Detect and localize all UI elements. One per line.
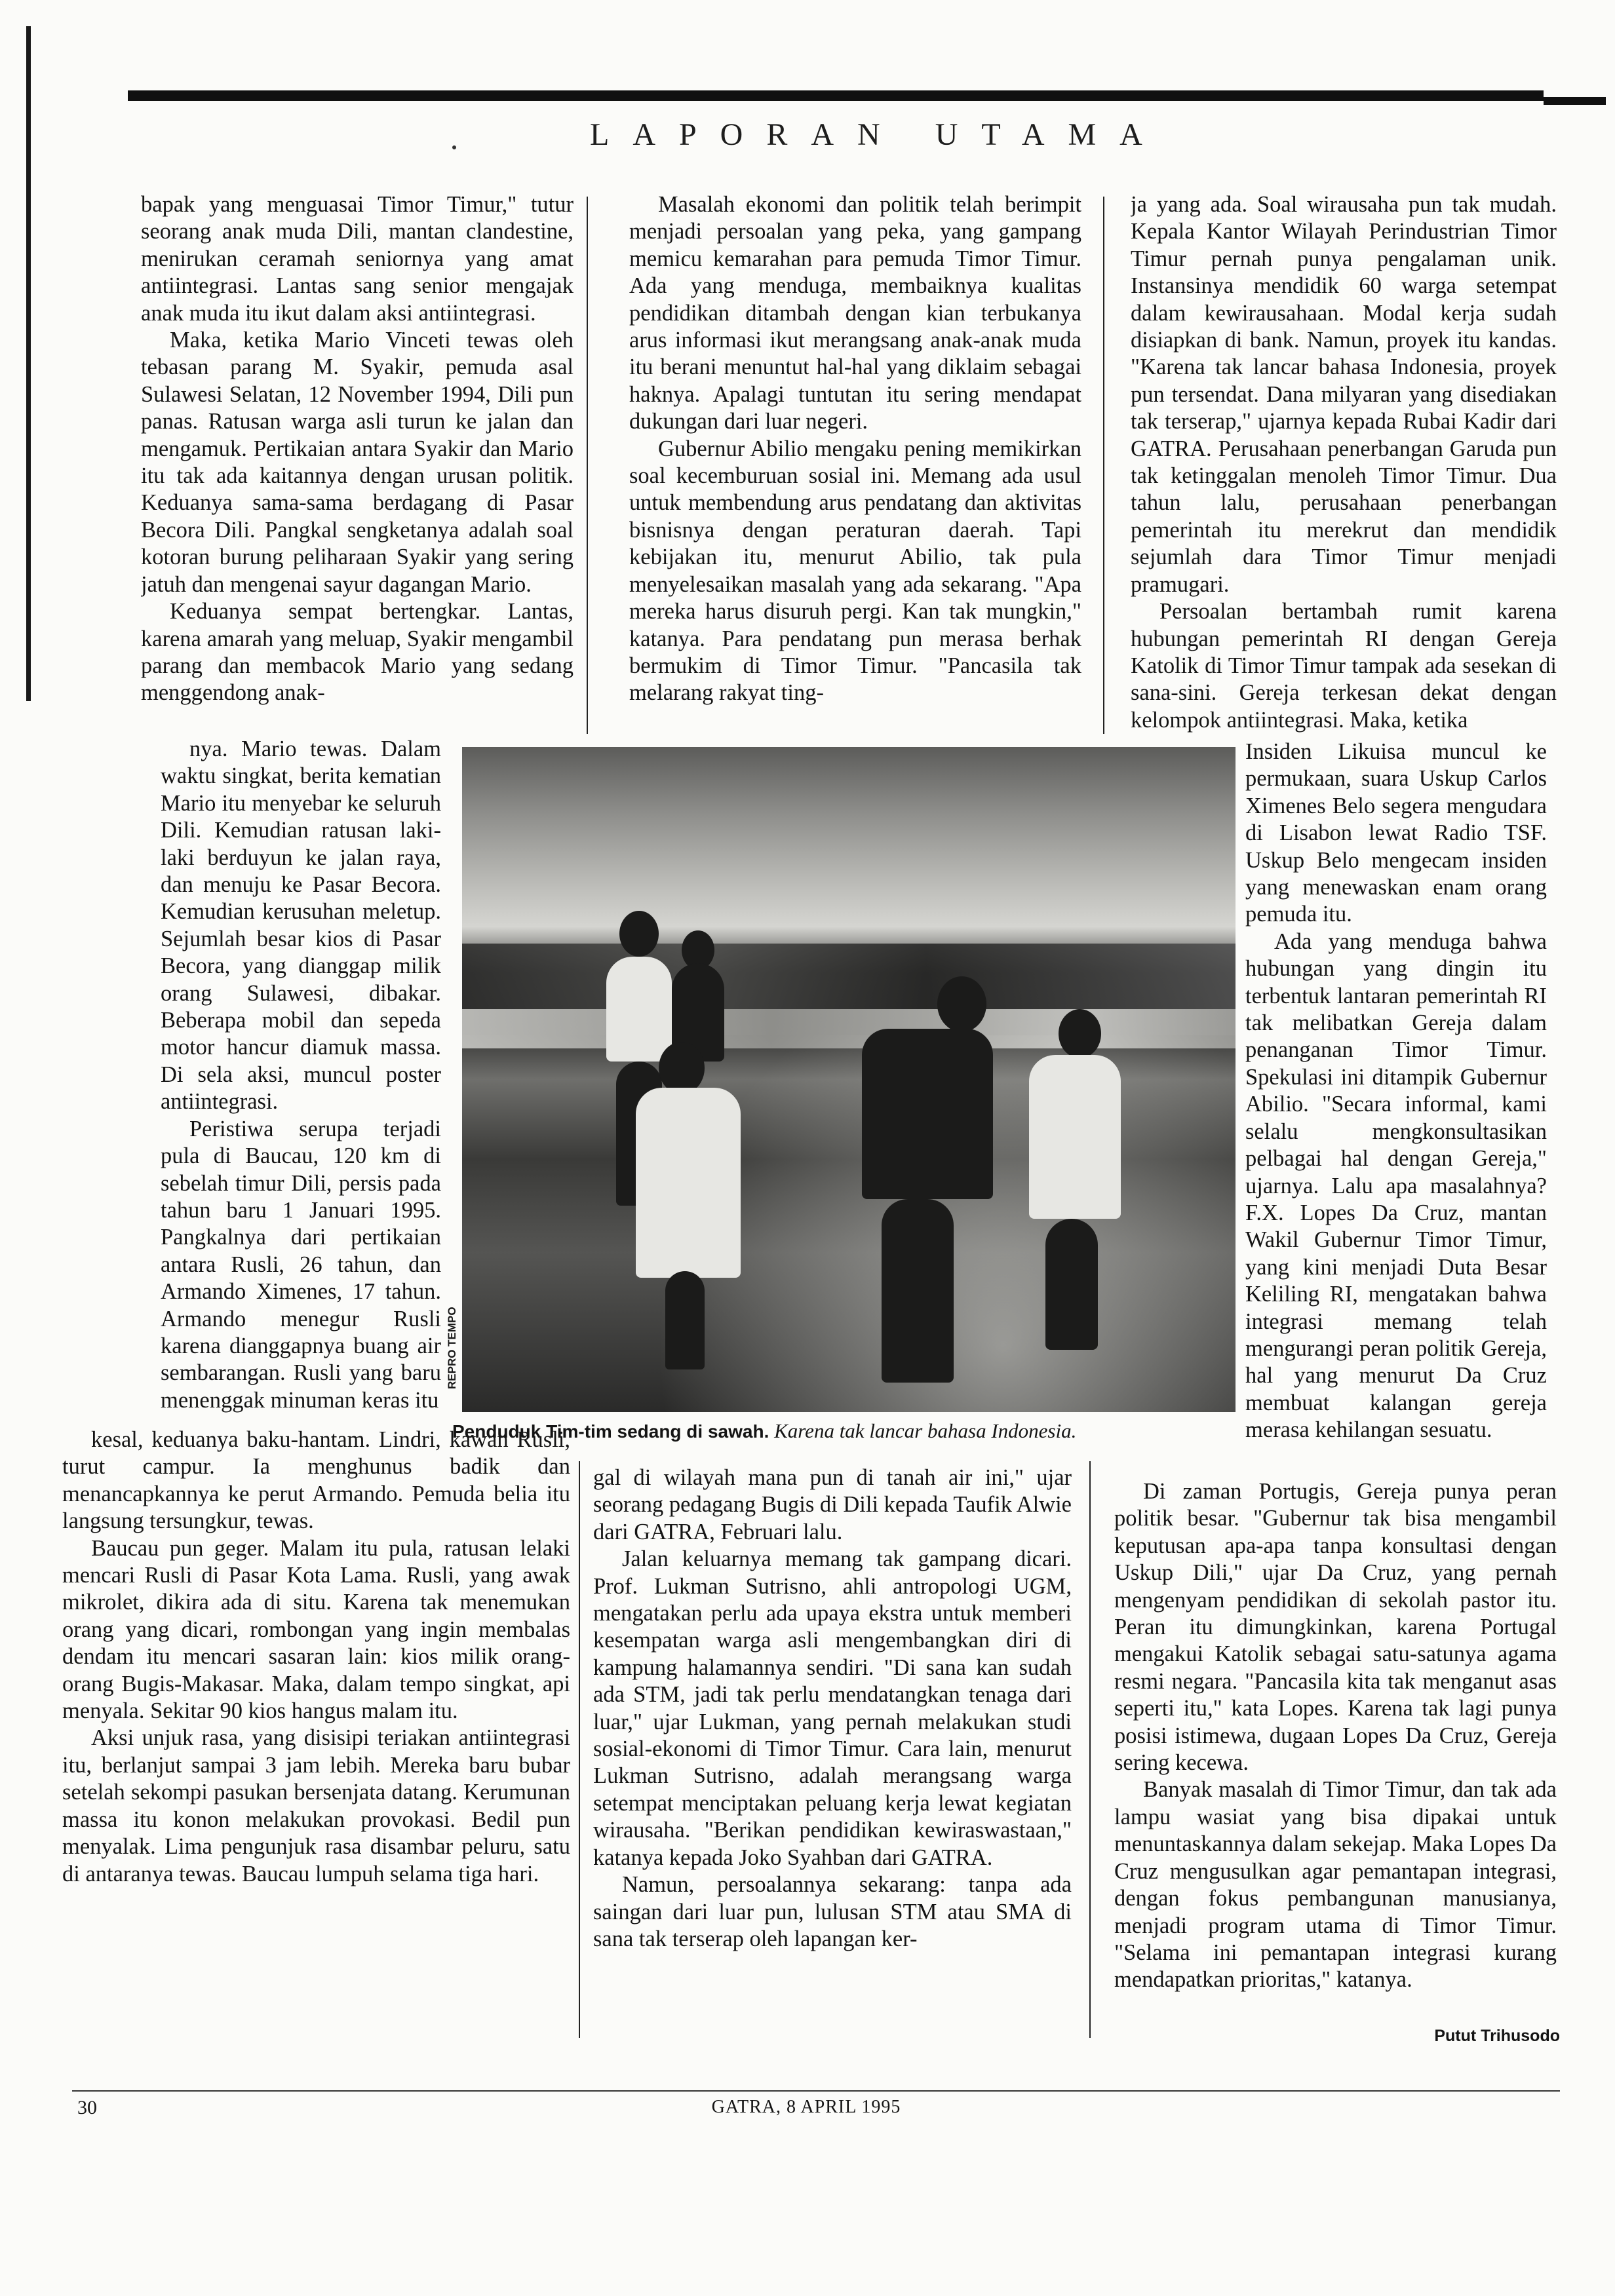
column-rule-right-bottom (1089, 1461, 1091, 2038)
article-paragraph: bapak yang menguasai Timor Timur," tutur seorang anak muda Dili, mantan clandestine, menirukan ceramah seniornya yang amat antiintegrasi. Lantas sang senior mengajak anak muda itu ikut dalam aksi antiintegrasi. (141, 192, 574, 326)
article-paragraph: Keduanya sempat bertengkar. Lantas, karena amarah yang meluap, Syakir mengambil parang dan membacok Mario yang sedang menggendong anak- (141, 599, 574, 706)
photo-figure-head (659, 1042, 705, 1094)
article-paragraph: Gubernur Abilio mengaku pening memikirkan soal kecemburuan sosial ini. Memang ada usul untuk membendung arus pendatang dan aktivitas bisnisnya dengan peraturan daerah. Tapi kebijakan itu, menurut Abilio, tak pula menyelesaikan masalah yang ada sekarang. "Apa mereka harus disuruh pergi. Kan tak mungkin," katanya. Para pendatang pun merasa berhak bermukim di Timor Timur. "Pancasila tak melarang rakyat ting- (629, 436, 1081, 706)
article-paragraph: Baucau pun geger. Malam itu pula, ratusan lelaki mencari Rusli di Pasar Kota Lama. Rusli, yang awak mikrolet, dikira ada di situ. Karena tak menemukan orang yang dicari, rombongan yang ingin membalas dendam itu mencari sasaran lain: kios milik orang-orang Bugis-Makasar. Maka, dalam tempo singkat, api menyala. Sekitar 90 kios hangus malam itu. (62, 1535, 570, 1724)
article-paragraph: Jalan keluarnya memang tak gampang dicari. Prof. Lukman Sutrisno, ahli antropologi UGM, mengatakan perlu ada upaya ekstra untuk memberi kesempatan warga asli mengembangkan diri di kampung halamannya sendiri. "Di sana kan sudah ada STM, jadi tak perlu mendatangkan tenaga dari luar," ujar Lukman, yang pernah melakukan studi sosial-ekonomi di Timor Timur. Cara lain, menurut Lukman Sutrisno, adalah merangsang warga setempat menciptakan peluang kerja lewat kegiatan wirausaha. "Berikan pendidikan kewiraswastaan," katanya kepada Joko Syahban dari GATRA. (593, 1546, 1072, 1870)
page-number: 30 (77, 2097, 97, 2118)
photo-figure-girl-dress (636, 1088, 741, 1278)
article-paragraph: Persoalan bertambah rumit karena hubungan pemerintah RI dengan Gereja Katolik di Timor Timur tampak ada sesekan di sana-sini. Gereja terkesan dekat dengan kelompok antiintegrasi. Maka, ketika (1131, 599, 1557, 733)
caption-lead: Penduduk Tim-tim sedang di sawah. (452, 1421, 769, 1442)
photo-figure-man-legs (882, 1199, 954, 1383)
photo-figure-head (1059, 1009, 1101, 1058)
section-title: LAPORAN UTAMA (590, 117, 1166, 152)
caption-text: Karena tak lancar bahasa Indonesia. (774, 1419, 1077, 1442)
column-rule-left-top (587, 197, 588, 734)
article-paragraph: Masalah ekonomi dan politik telah berimpit menjadi persoalan yang peka, yang gampang memicu kemarahan para pemuda Timor Timur. Ada yang menduga, membaiknya kualitas pendidikan ditambah dengan kian terbukanya arus informasi ikut merangsang anak-anak muda itu berani menuntut hal-hal yang diklaim sebagai haknya. Apalagi tuntutan itu sering mendapat dukungan dari luar negeri. (629, 192, 1081, 434)
photo-figure-man-left (606, 957, 672, 1062)
photo-figure-head (937, 976, 986, 1032)
article-paragraph: Namun, persoalannya sekarang: tanpa ada saingan dari luar pun, lulusan STM atau SMA di sana tak terserap oleh lapangan ker- (593, 1872, 1072, 1951)
article-paragraph: kesal, keduanya baku-hantam. Lindri, kawan Rusli, turut campur. Ia menghunus badik dan menancapkannya ke perut Armando. Pemuda belia itu langsung tersungkur, tewas. (62, 1427, 570, 1534)
column-left-narrow (161, 736, 441, 1424)
article-paragraph: gal di wilayah mana pun di tanah air ini," ujar seorang pedagang Bugis di Dili kepada Taufik Alwie dari GATRA, Februari lalu. (593, 1465, 1072, 1544)
photo-caption (452, 1419, 1239, 1444)
article-paragraph: Di zaman Portugis, Gereja punya peran politik besar. "Gubernur tak bisa mengambil keputusan apa-apa tanpa konsultasi dengan Uskup Dili," ujar Da Cruz, yang pernah mengenyam pendidikan di sekolah pastor itu. Peran itu dimungkinkan, karena Portugal mengakui Katolik sebagai satu-satunya agama resmi negara. "Pancasila kita tak menganut asas seperti itu," kata Lopes. Karena tak lagi punya posisi istimewa, dugaan Lopes Da Cruz, Gereja sering kecewa. (1114, 1479, 1557, 1776)
article-paragraph: Ada yang menduga bahwa hubungan yang dingin itu terbentuk lantaran pemerintah RI tak melibatkan Gereja dalam penanganan Timor Timur. Spekulasi ini ditampik Gubernur Abilio. "Secara informal, kami selalu mengkonsultasikan pelbagai hal dengan Gereja," ujarnya. Lalu apa masalahnya? F.X. Lopes Da Cruz, mantan Wakil Gubernur Timor Timur, yang kini menjadi Duta Besar Keliling RI, mengatakan bahwa integrasi memang telah mengurangi peran politik Gereja, hal yang menurut Da Cruz membuat kalangan gereja merasa kehilangan sesuatu. (1245, 928, 1547, 1443)
article-paragraph: Banyak masalah di Timor Timur, dan tak ada lampu wasiat yang bisa dipakai untuk menuntaskannya dalam sekejap. Maka Lopes Da Cruz mengusulkan agar pemantapan integrasi, dengan fokus pembangunan manusianya, menjadi program utama di Timor Timur. "Selama ini pemantapan integrasi kurang mendapatkan prioritas," katanya. (1114, 1777, 1557, 1993)
author-byline: Putut Trihusodo (1434, 2027, 1560, 2045)
column-rule-right-top (1103, 197, 1104, 734)
photo-water (462, 1009, 1236, 1048)
column-middle-bottom (593, 1464, 1072, 2041)
photo-figure-girl-legs (665, 1271, 705, 1369)
column-right-bottom (1114, 1478, 1557, 2032)
column-right-top (1131, 191, 1557, 738)
article-paragraph: Aksi unjuk rasa, yang disisipi teriakan antiintegrasi itu, berlanjut sampai 3 jam lebih. Mereka baru bubar setelah sekompi pasukan bersenjata datang. Kerumunan massa itu konon melakukan provokasi. Bedil pun menyalak. Lima pengunjuk rasa disambar peluru, satu di antaranya tewas. Baucau lumpuh selama tiga hari. (62, 1725, 570, 1886)
article-paragraph: Peristiwa serupa terjadi pula di Baucau, 120 km di sebelah timur Dili, persis pada tahun baru 1 Januari 1995. Pangkalnya dari pertikaian antara Rusli, 26 tahun, dan Armando Ximenes, 17 tahun. Armando menegur Rusli karena dianggapnya buang air sembarangan. Rusli yang baru menenggak minuman keras itu (161, 1116, 441, 1413)
footer-issue: GATRA, 8 APRIL 1995 (711, 2097, 901, 2117)
header-rule (128, 90, 1544, 101)
article-paragraph: nya. Mario tewas. Dalam waktu singkat, berita kematian Mario itu menyebar ke seluruh Dili. Kemudian ratusan laki-laki berduyun ke jalan raya, dan menuju ke Pasar Becora. Kemudian kerusuhan meletup. Sejumlah besar kios di Pasar Becora, yang dianggap milik orang Sulawesi, dibakar. Beberapa mobil dan sepeda motor hancur diamuk massa. Di sela aksi, muncul poster antiintegrasi. (161, 737, 441, 1115)
column-left-top (141, 191, 574, 709)
column-left-bottom (62, 1426, 570, 2029)
photo-figure-head (619, 911, 659, 957)
photo-credit: REPRO TEMPO (446, 1307, 458, 1389)
header-rule-tail (1544, 97, 1606, 105)
photo-figure-man-bending (862, 1029, 993, 1199)
footer-rule (72, 2090, 1560, 2092)
photo-figure-woman-legs (1045, 1219, 1098, 1350)
scan-edge-mark (26, 26, 31, 701)
article-paragraph: ja yang ada. Soal wirausaha pun tak mudah. Kepala Kantor Wilayah Perindustrian Timor Timur pernah punya pengalaman unik. Instansinya mendidik 60 warga setempat dalam kewirausahaan. Modal kerja sudah disiapkan di bank. Namun, proyek itu kandas. "Karena tak lancar bahasa Indonesia, proyek pun tersendat. Dana milyaran yang disediakan tak terserap," ujarnya kepada Rubai Kadir dari GATRA. Perusahaan penerbangan Garuda pun tak ketinggalan menoleh Timor Timur. Dua tahun lalu, perusahaan penerbangan pemerintah itu merekrut dan mendidik sejumlah dara Timor Timur menjadi pramugari. (1131, 192, 1557, 597)
column-middle-top (629, 191, 1081, 735)
photo-rice-field (462, 747, 1236, 1412)
scan-dot (452, 145, 456, 149)
column-rule-left-bottom (579, 1461, 580, 2038)
article-paragraph: Insiden Likuisa muncul ke permukaan, suara Uskup Carlos Ximenes Belo segera mengudara di Lisabon lewat Radio TSF. Uskup Belo mengecam insiden yang menewaskan enam orang pemuda itu. (1245, 739, 1547, 927)
column-right-narrow (1245, 738, 1547, 1453)
article-paragraph: Maka, ketika Mario Vinceti tewas oleh tebasan parang M. Syakir, pemuda asal Sulawesi Selatan, 12 November 1994, Dili pun panas. Ratusan warga asli turun ke jalan dan mengamuk. Pertikaian antara Syakir dan Mario itu tak ada kaitannya dengan urusan politik. Keduanya sama-sama berdagang di Pasar Becora Dili. Pangkal sengketanya adalah soal kotoran burung peliharaan Syakir yang sering jatuh dan mengenai sayur dagangan Mario. (141, 328, 574, 597)
photo-figure-woman-right (1029, 1055, 1121, 1219)
